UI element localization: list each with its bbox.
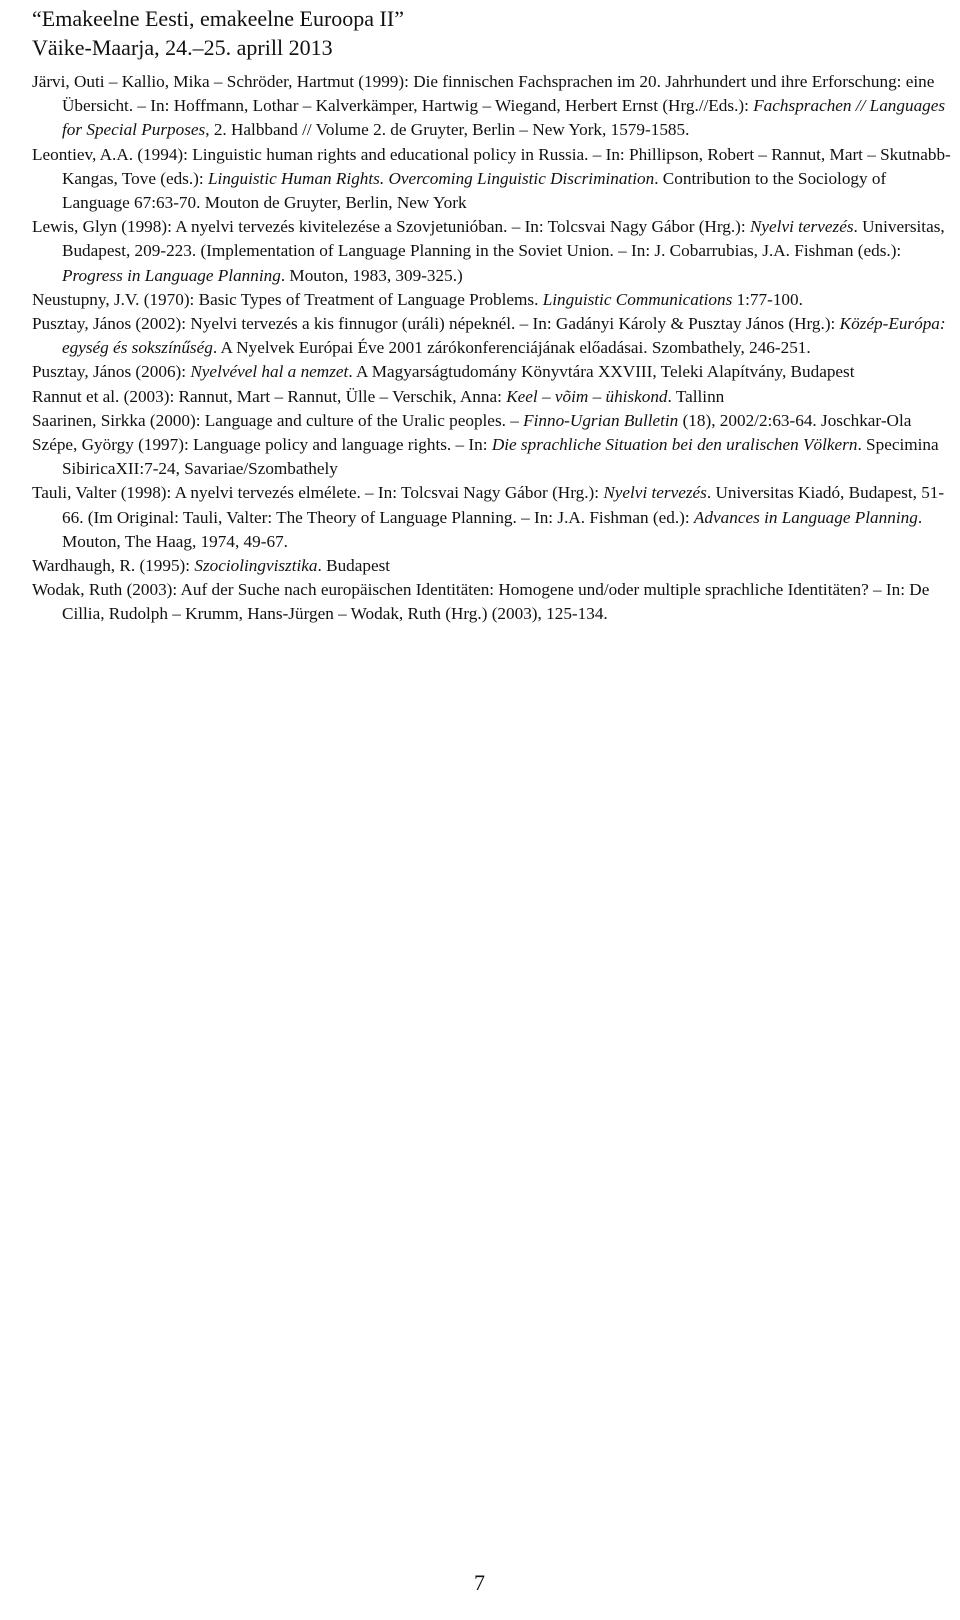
reference-entry: Leontiev, A.A. (1994): Linguistic human rights and educational policy in Russia. – In: Phillipson, Robert – Rannut, Mart – Skutnabb-Kangas, Tove (eds.): Linguistic Human Rights. Overcoming Linguistic Discrimination. Contribution to the Sociology of Language 67:63-70. Mouton de Gruyter, Berlin, New York — [32, 144, 951, 213]
reference-entry: Saarinen, Sirkka (2000): Language and culture of the Uralic peoples. – Finno-Ugrian Bulletin (18), 2002/2:63-64. Joschkar-Ola — [32, 410, 912, 430]
reference-list — [32, 70, 952, 627]
running-header — [32, 4, 404, 62]
reference-entry: Pusztay, János (2002): Nyelvi tervezés a kis finnugor (uráli) népeknél. – In: Gadányi Károly & Pusztay János (Hrg.): Közép-Európa: egység és sokszínűség. A Nyelvek Európai Éve 2001 zárókonferenciájának előadásai. Szombathely, 246-251. — [32, 314, 946, 358]
reference-entry: Järvi, Outi – Kallio, Mika – Schröder, Hartmut (1999): Die finnischen Fachsprachen im 20. Jahrhundert und ihre Erforschung: eine Übersicht. – In: Hoffmann, Lothar – Kalverkämper, Hartwig – Wiegand, Herbert Ernst (Hrg.//Eds.): Fachsprachen // Languages for Special Purposes, 2. Halbband // Volume 2. de Gruyter, Berlin – New York, 1579-1585. — [32, 72, 946, 140]
reference-entry: Pusztay, János (2006): Nyelvével hal a nemzet. A Magyarságtudomány Könyvtára XXVIII, Teleki Alapítvány, Budapest — [32, 362, 855, 382]
reference-entry: Wardhaugh, R. (1995): Szociolingvisztika. Budapest — [32, 556, 391, 576]
reference-entry: Neustupny, J.V. (1970): Basic Types of Treatment of Language Problems. Linguistic Communications 1:77-100. — [32, 289, 803, 309]
reference-entry: Rannut et al. (2003): Rannut, Mart – Rannut, Ülle – Verschik, Anna: Keel – võim – ühiskond. Tallinn — [32, 386, 725, 406]
header-title: “Emakeelne Eesti, emakeelne Euroopa II” — [32, 6, 404, 31]
header-subtitle: Väike-Maarja, 24.–25. aprill 2013 — [32, 35, 333, 60]
reference-entry: Szépe, György (1997): Language policy and language rights. – In: Die sprachliche Situation bei den uralischen Völkern. Specimina SibiricaXII:7-24, Savariae/Szombathely — [32, 435, 939, 479]
reference-entry: Wodak, Ruth (2003): Auf der Suche nach europäischen Identitäten: Homogene und/oder multiple sprachliche Identitäten? – In: De Cillia, Rudolph – Krumm, Hans-Jürgen – Wodak, Ruth (Hrg.) (2003), 125-134. — [32, 580, 930, 624]
reference-entry: Tauli, Valter (1998): A nyelvi tervezés elmélete. – In: Tolcsvai Nagy Gábor (Hrg.): Nyelvi tervezés. Universitas Kiadó, Budapest, 51-66. (Im Original: Tauli, Valter: The Theory of Language Planning. – In: J.A. Fishman (ed.): Advances in Language Planning. Mouton, The Haag, 1974, 49-67. — [32, 483, 945, 551]
page-number: 7 — [474, 1570, 485, 1595]
reference-entry: Lewis, Glyn (1998): A nyelvi tervezés kivitelezése a Szovjetunióban. – In: Tolcsvai Nagy Gábor (Hrg.): Nyelvi tervezés. Universitas, Budapest, 209-223. (Implementation of Language Planning in the Soviet Union. – In: J. Cobarrubias, J.A. Fishman (eds.): Progress in Language Planning. Mouton, 1983, 309-325.) — [32, 217, 945, 285]
